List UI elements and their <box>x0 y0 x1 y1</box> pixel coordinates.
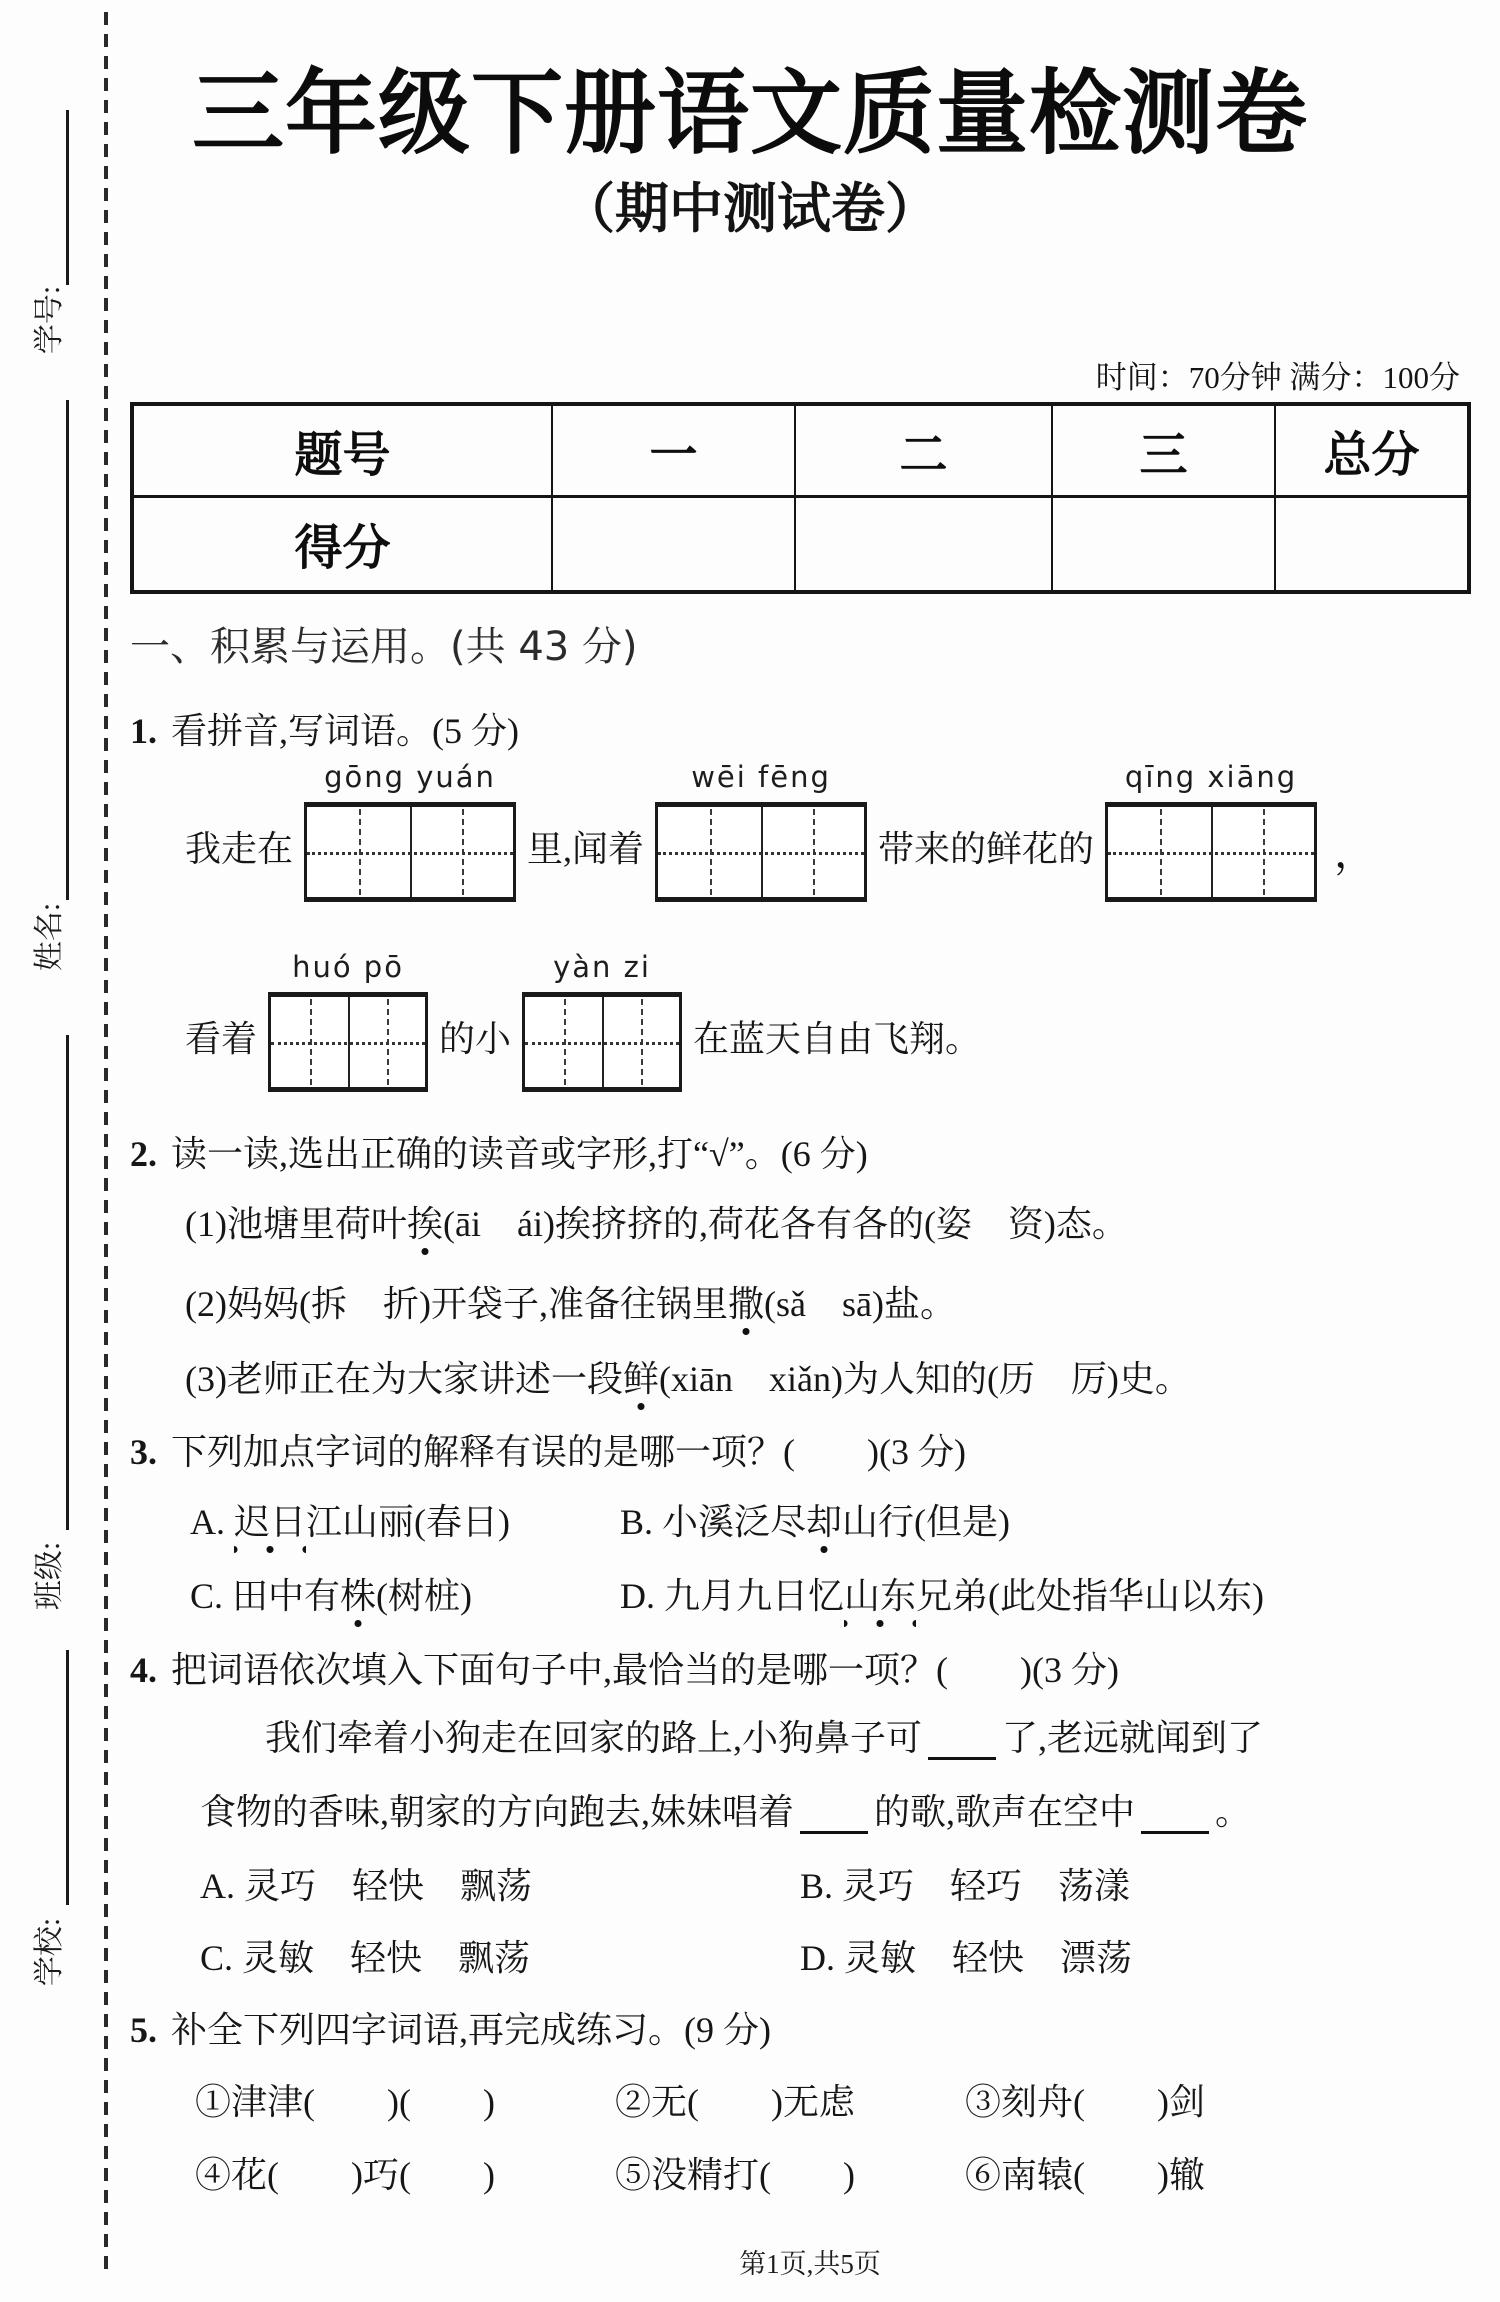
question-2-heading <box>130 1126 868 1177</box>
question-1-heading <box>130 703 519 754</box>
school-write-line <box>66 1650 69 1905</box>
q2-item-3-dotted-char: 鲜 <box>623 1359 659 1412</box>
question-4-heading <box>130 1642 1119 1693</box>
time-and-score-info: 时间：70分钟 满分：100分 <box>1095 360 1460 395</box>
q1-row2-writing-box-1 <box>268 950 428 1092</box>
pinyin-yan-zi: yàn zi <box>553 950 651 984</box>
writing-box-grid <box>655 802 867 902</box>
q1-row1-text-2: 里,闻着 <box>527 829 645 869</box>
score-table-cell-part1: 一 <box>552 404 795 496</box>
q4-sentence-l1b: 了,老远就闻到了 <box>1002 1718 1264 1758</box>
q1-row2-text-3: 在蓝天自由飞翔。 <box>693 1019 982 1059</box>
pinyin-qing-xiang: qīng xiāng <box>1124 760 1298 794</box>
fill-in-blank <box>800 1824 868 1834</box>
q3-option-d-dotted: 山东 <box>844 1576 916 1629</box>
q1-row2-text-2: 的小 <box>439 1019 512 1059</box>
writing-box-grid <box>522 992 682 1092</box>
pinyin-gong-yuan: gōng yuán <box>324 760 496 794</box>
q3-option-b-pre: B. 小溪泛尽 <box>620 1502 807 1542</box>
class-label: 班级: <box>33 1541 66 1611</box>
q4-sentence-line-2 <box>200 1784 1251 1835</box>
q5-item-5: ⑤没精打( ) <box>615 2155 855 2195</box>
q2-item-3-pre: (3)老师正在为大家讲述一段 <box>185 1359 623 1399</box>
q1-row1-text-1: 我走在 <box>185 829 294 869</box>
q5-item-1: ①津津( )( ) <box>195 2082 495 2122</box>
q3-option-a <box>190 1494 510 1545</box>
q4-sentence-l2a: 食物的香味,朝家的方向跑去,妹妹唱着 <box>200 1792 795 1832</box>
q1-row1-writing-box-1 <box>304 760 516 902</box>
writing-box-grid <box>268 992 428 1092</box>
q4-sentence-line-1 <box>265 1710 1263 1761</box>
q4-option-b: B. 灵巧 轻巧 荡漾 <box>800 1866 1131 1906</box>
page-indicator: 第1页,共5页 <box>739 2249 881 2279</box>
q1-row1-writing-box-2 <box>655 760 867 902</box>
q1-row2-text-1: 看着 <box>185 1019 258 1059</box>
q1-pinyin-row-1 <box>185 760 1376 902</box>
q3-option-c-dotted: 株 <box>340 1576 376 1629</box>
q2-item-1 <box>185 1196 1128 1247</box>
fill-in-blank <box>1141 1824 1209 1834</box>
q3-option-b-post: 山行(但是) <box>842 1502 1011 1542</box>
score-table-cell-part2: 二 <box>795 404 1052 496</box>
q2-item-2 <box>185 1276 956 1327</box>
question-3-text: 下列加点字词的解释有误的是哪一项？( )(3 分) <box>171 1432 966 1472</box>
q1-row2-writing-box-2 <box>522 950 682 1092</box>
question-5-text: 补全下列四字词语,再完成练习。(9 分) <box>171 2010 771 2050</box>
fill-in-blank <box>928 1750 996 1760</box>
question-5-number: 5. <box>130 2010 157 2050</box>
q1-row1-text-3: 带来的鲜花的 <box>878 829 1095 869</box>
q3-option-c-pre: C. 田中有 <box>190 1576 341 1616</box>
question-1-number: 1. <box>130 711 157 751</box>
q5-item-6: ⑥南辕( )辙 <box>965 2155 1205 2195</box>
writing-box-grid <box>304 802 516 902</box>
question-3-number: 3. <box>130 1432 157 1472</box>
score-cell-empty <box>795 496 1052 592</box>
q4-option-a: A. 灵巧 轻快 飘荡 <box>200 1866 532 1906</box>
q4-sentence-l2c: 。 <box>1215 1792 1252 1832</box>
q2-item-2-post: (sǎ sā)盐。 <box>763 1284 956 1324</box>
q1-row1-writing-box-3 <box>1105 760 1317 902</box>
q4-sentence-l2b: 的歌,歌声在空中 <box>874 1792 1136 1832</box>
q3-option-a-pre: A. <box>190 1502 234 1542</box>
q3-option-c <box>190 1568 472 1619</box>
question-2-text: 读一读,选出正确的读音或字形,打“√”。(6 分) <box>171 1134 868 1174</box>
q2-item-1-post: (āi ái)挨挤挤的,荷花各有各的(姿 资)态。 <box>443 1204 1128 1244</box>
exam-subtitle: （期中测试卷） <box>561 179 939 239</box>
pinyin-wei-feng: wēi fēng <box>691 760 831 794</box>
exam-title: 三年级下册语文质量检测卷 <box>191 63 1308 165</box>
q3-option-a-post: 江山丽(春日) <box>306 1502 510 1542</box>
q2-item-2-dotted-char: 撒 <box>728 1284 764 1337</box>
q3-option-a-dotted: 迟日 <box>234 1502 306 1555</box>
q2-item-3 <box>185 1351 1191 1402</box>
school-label: 学校: <box>33 1917 66 1987</box>
q1-pinyin-row-2 <box>185 950 981 1092</box>
q3-option-d-pre: D. 九月九日忆 <box>620 1576 844 1616</box>
q1-row1-trailing-comma: ， <box>1334 831 1377 877</box>
cut-line-dashed-divider <box>104 12 108 2274</box>
q5-item-3: ③刻舟( )剑 <box>965 2082 1205 2122</box>
class-write-line <box>66 1035 69 1530</box>
student-name-write-line <box>66 400 69 900</box>
q3-option-b <box>620 1494 1010 1545</box>
section-1-heading: 一、积累与运用。(共 43 分) <box>130 624 638 670</box>
student-name-label: 姓名: <box>33 902 66 972</box>
score-table-score-row <box>132 496 1469 592</box>
q3-option-b-dotted: 却 <box>806 1502 842 1555</box>
score-table-cell-score-label: 得分 <box>132 496 552 592</box>
question-4-number: 4. <box>130 1650 157 1690</box>
q2-item-3-post: (xiān xiǎn)为人知的(历 厉)史。 <box>659 1359 1191 1399</box>
score-table-cell-total: 总分 <box>1275 404 1469 496</box>
q4-sentence-l1a: 我们牵着小狗走在回家的路上,小狗鼻子可 <box>265 1718 923 1758</box>
writing-box-grid <box>1105 802 1317 902</box>
score-table-cell-part3: 三 <box>1052 404 1275 496</box>
score-table-cell-question-no: 题号 <box>132 404 552 496</box>
q2-item-1-pre: (1)池塘里荷叶 <box>185 1204 407 1244</box>
question-2-number: 2. <box>130 1134 157 1174</box>
question-1-text: 看拼音,写词语。(5 分) <box>171 711 519 751</box>
q3-option-d <box>620 1568 1264 1619</box>
score-cell-empty <box>552 496 795 592</box>
score-table-header-row <box>132 404 1469 496</box>
q5-item-4: ④花( )巧( ) <box>195 2155 495 2195</box>
score-table <box>130 402 1471 594</box>
q4-option-d: D. 灵敏 轻快 漂荡 <box>800 1938 1132 1978</box>
score-cell-empty <box>1052 496 1275 592</box>
q2-item-2-pre: (2)妈妈(拆 折)开袋子,准备往锅里 <box>185 1284 728 1324</box>
score-cell-empty <box>1275 496 1469 592</box>
question-4-text: 把词语依次填入下面句子中,最恰当的是哪一项？( )(3 分) <box>171 1650 1119 1690</box>
q2-item-1-dotted-char: 挨 <box>407 1204 443 1257</box>
q5-item-2: ②无( )无虑 <box>615 2082 855 2122</box>
question-5-heading <box>130 2002 771 2053</box>
question-3-heading <box>130 1424 966 1475</box>
student-id-label: 学号: <box>33 285 66 355</box>
q3-option-c-post: (树桩) <box>376 1576 473 1616</box>
q3-option-d-post: 兄弟(此处指华山以东) <box>916 1576 1264 1616</box>
q4-option-c: C. 灵敏 轻快 飘荡 <box>200 1938 531 1978</box>
pinyin-huo-po: huó pō <box>292 950 404 984</box>
